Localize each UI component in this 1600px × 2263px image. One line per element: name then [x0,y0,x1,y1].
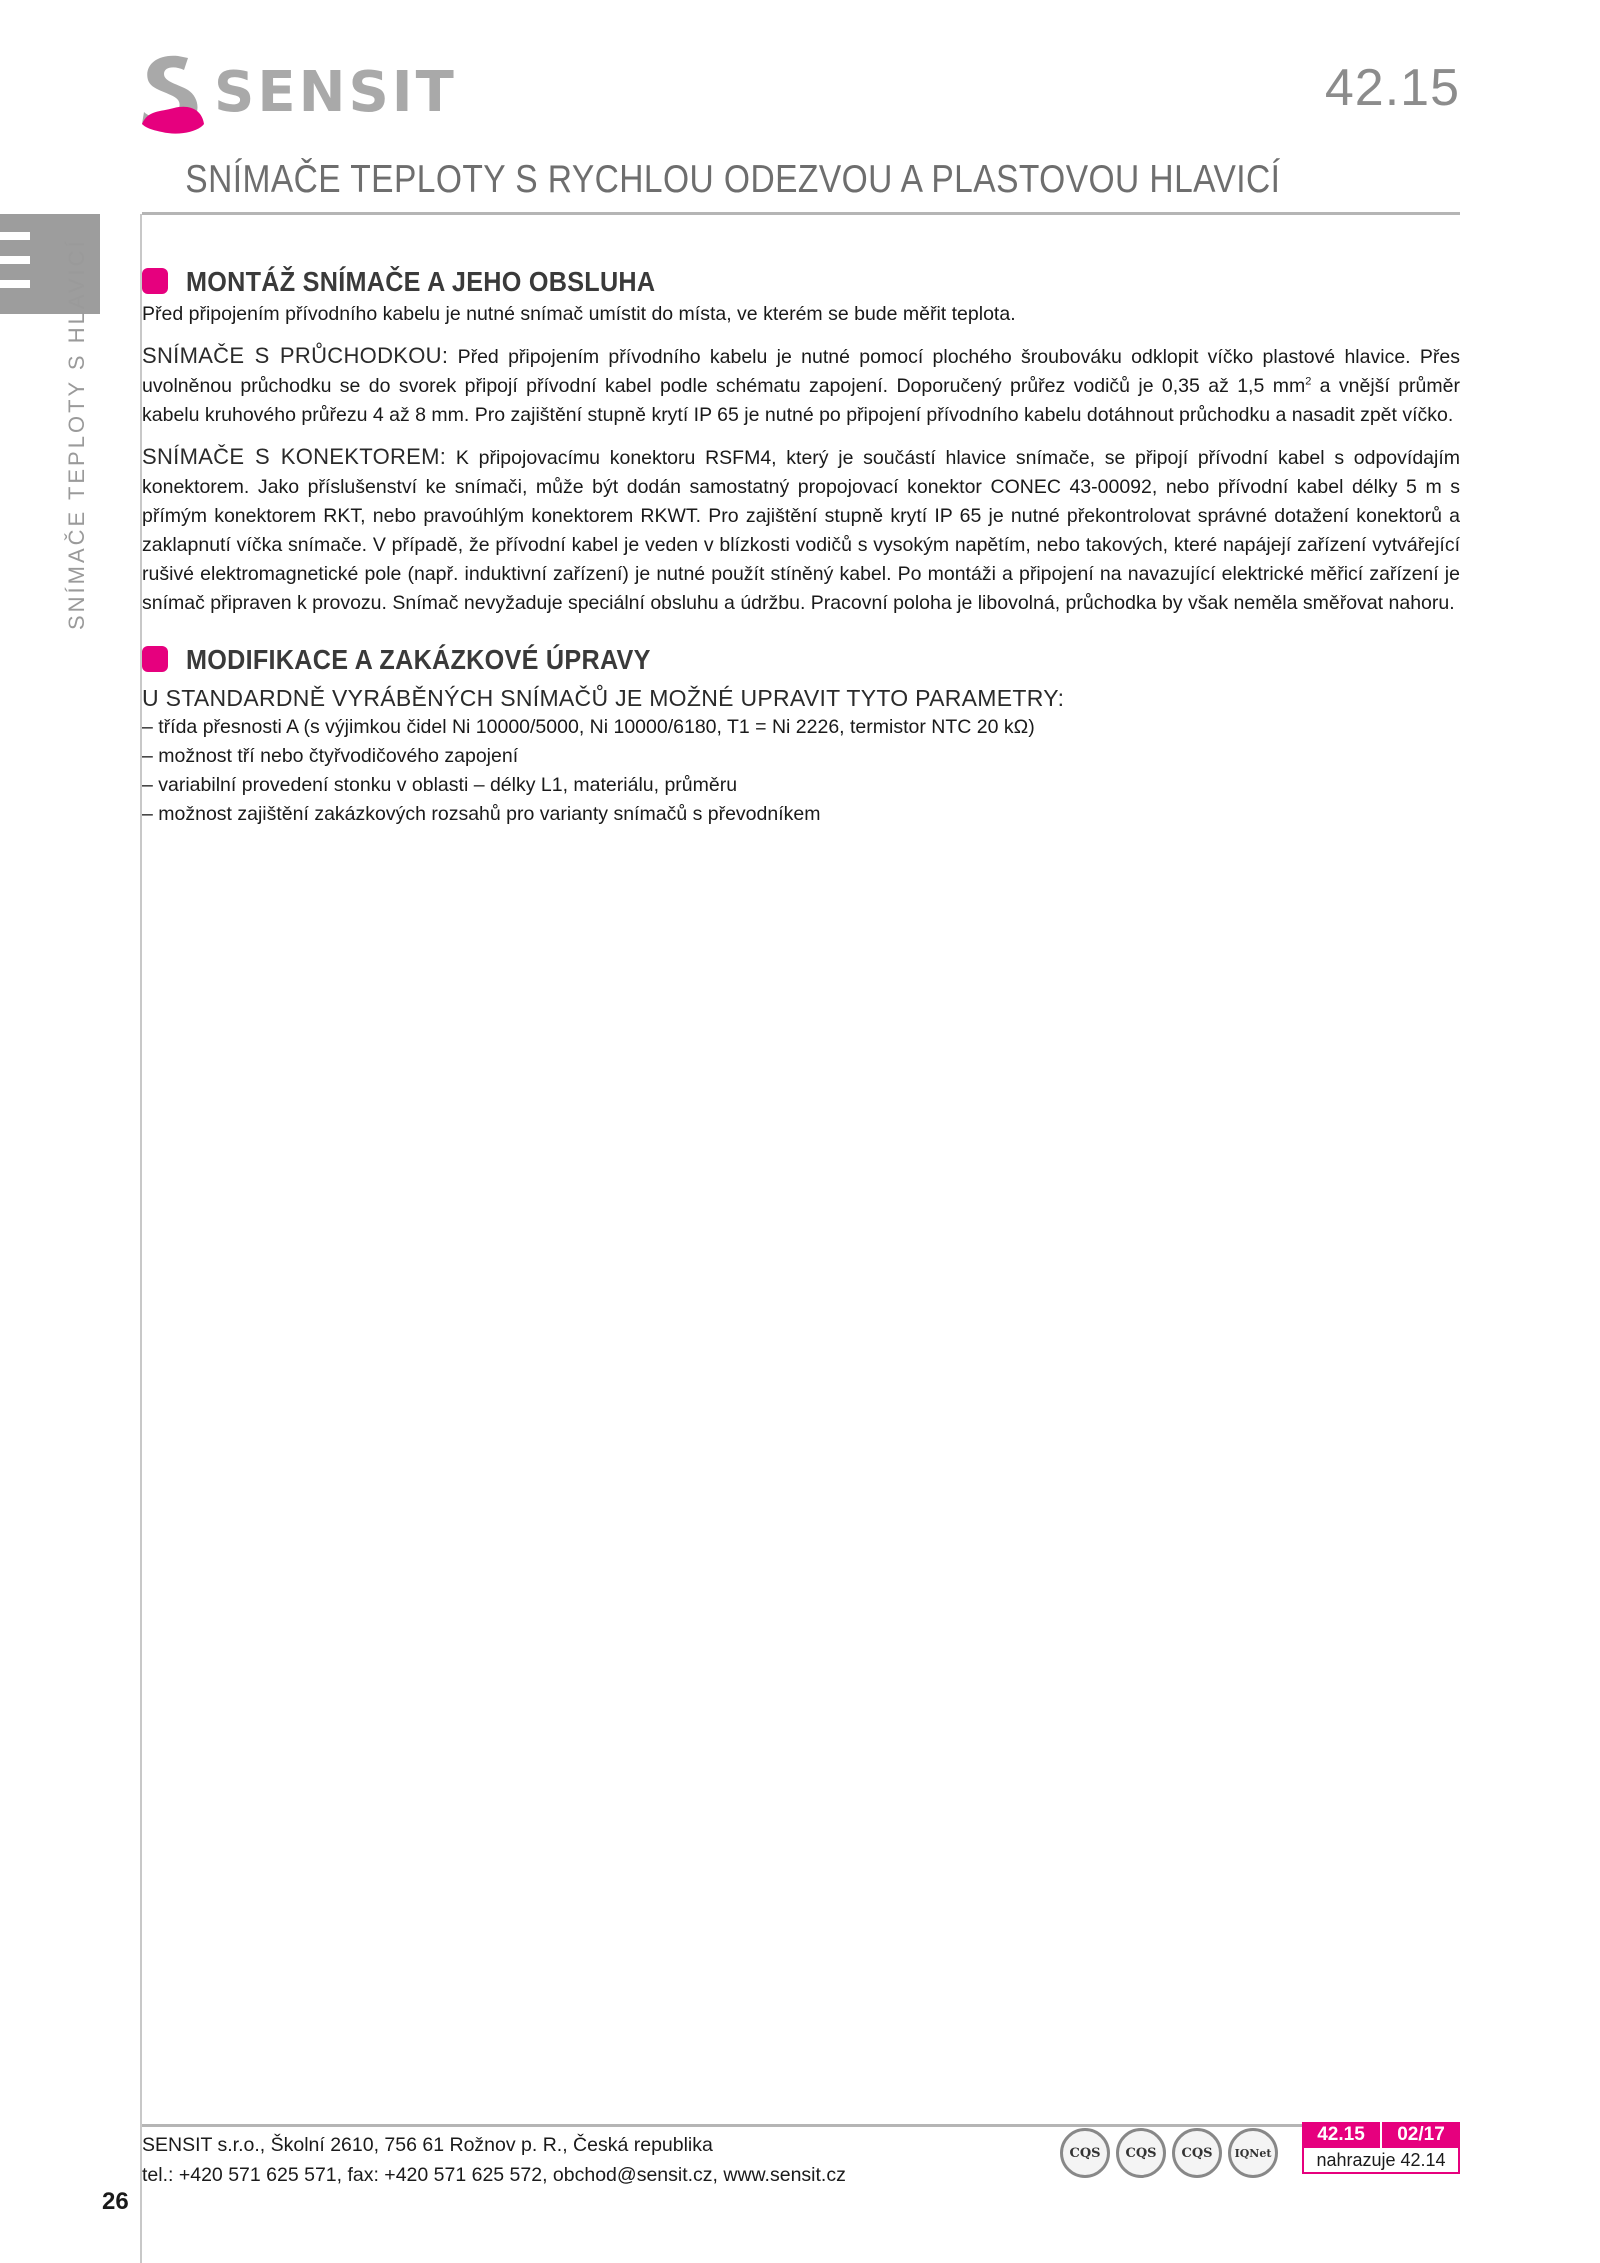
replaces-note: nahrazuje 42.14 [1302,2148,1460,2174]
section-heading [142,262,1460,300]
intro-paragraph: Před připojením přívodního kabelu je nutné snímač umístit do místa, ve kterém se bude měřit teplota. [142,303,1016,325]
paragraph-lead: SNÍMAČE S PRŮCHODKOU: [142,343,449,368]
section-heading [142,640,1460,678]
modifications-subhead: U STANDARDNĚ VYRÁBĚNÝCH SNÍMAČŮ JE MOŽNÉ UPRAVIT TYTO PARAMETRY: [142,685,1065,711]
page-title: SNÍMAČE TEPLOTY S RYCHLOU ODEZVOU A PLASTOVOU HLAVICÍ [184,158,1280,201]
cqs-cert-icon: CQS [1060,2128,1110,2178]
side-tab-stripe [0,256,30,264]
side-tab-stripe [0,280,30,288]
sensit-logo-mark-icon [138,52,210,134]
cqs-cert-icon: CQS [1116,2128,1166,2178]
footer-address: SENSIT s.r.o., Školní 2610, 756 61 Rožnov p. R., Česká republika [142,2134,713,2156]
side-tab-stripe [0,232,30,240]
revision-date: 02/17 [1380,2122,1460,2148]
revision-code: 42.15 [1317,2124,1365,2145]
cqs-cert-icon: CQS [1172,2128,1222,2178]
paragraph-pruchodka [142,341,1460,430]
section-title-modifikace: MODIFIKACE A ZAKÁZKOVÉ ÚPRAVY [186,643,651,675]
revision-tag [1302,2122,1460,2174]
footer-divider [142,2124,1460,2127]
paragraph-text: K připojovacímu konektoru RSFM4, který je součástí hlavice snímače, se připojí přívodní kabel s odpovídajím konektorem. Jako příslušenství ke snímači, může být dodán samostatný propojovací konektor CONEC 43-00092, nebo přívodní kabel délky 5 m s přímým konektorem RKT, nebo pravoúhlým konektorem RKWT. Pro zajištění stupně krytí IP 65 je nutné překontrolovat správné dotažení konektorů a zaklapnutí víčka snímače. V případě, že přívodní kabel je veden v blízkosti vodičů s vysokým napětím, nebo takových, které napájejí zařízení vytvářející rušivé elektromagnetické pole (např. induktivní zařízení) je nutné použít stíněný kabel. Po montáži a připojení na navazující elektrické měřicí zařízení je snímač připraven k provozu. Snímač nevyžaduje speciální obsluhu a údržbu. Pracovní poloha je libovolná, průchodka by však neměla směřovat nahoru. [142,447,1461,614]
page-number: 26 [102,2188,129,2215]
section-title-montaz: MONTÁŽ SNÍMAČE A JEHO OBSLUHA [186,265,656,297]
superscript: 2 [1305,375,1312,388]
header-divider [142,212,1460,215]
main-content [142,262,1460,829]
footer-contact [142,2130,846,2190]
paragraph-lead: SNÍMAČE S KONEKTOREM: [142,444,447,469]
certification-badges [1060,2128,1284,2178]
iqnet-cert-icon: IQNet [1228,2128,1278,2178]
sensit-logo [138,52,457,134]
paragraph-text: Před připojením přívodního kabelu je nutné pomocí plochého šroubováku odklopit víčko plastové hlavice. Přes uvolněnou průchodku se do svorek připojí přívodní kabel podle schématu zapojení. Doporučený průřez vodičů je 0,35 až 1,5 mm [142,346,1460,397]
footer-contact-line: tel.: +420 571 625 571, fax: +420 571 625 572, obchod@sensit.cz, www.sensit.cz [142,2164,846,2186]
list-item: – možnost tří nebo čtyřvodičového zapojení [142,745,519,767]
paragraph-text: a vnější průměr kabelu kruhového průřezu 4 až 8 mm. Pro zajištění stupně krytí IP 65 je nutné po připojení přívodního kabelu dotáhnout průchodku a nasadit zpět víčko. [142,375,1460,426]
logo-wordmark: SENSIT [214,60,457,125]
list-item: – třída přesnosti A (s výjimkou čidel Ni 10000/5000, Ni 10000/6180, T1 = Ni 2226, termistor NTC 20 kΩ) [142,716,1035,738]
section-bullet-icon [142,646,168,672]
section-bullet-icon [142,268,168,294]
revision-tag-top [1302,2122,1460,2148]
list-item: – možnost zajištění zakázkových rozsahů pro varianty snímačů s převodníkem [142,803,821,825]
side-vertical-label: SNÍMAČE TEPLOTY S HLAVICÍ [64,238,89,630]
doc-number: 42.15 [1324,59,1460,117]
list-item: – variabilní provedení stonku v oblasti – délky L1, materiálu, průměru [142,774,738,796]
paragraph-konektor [142,442,1460,618]
